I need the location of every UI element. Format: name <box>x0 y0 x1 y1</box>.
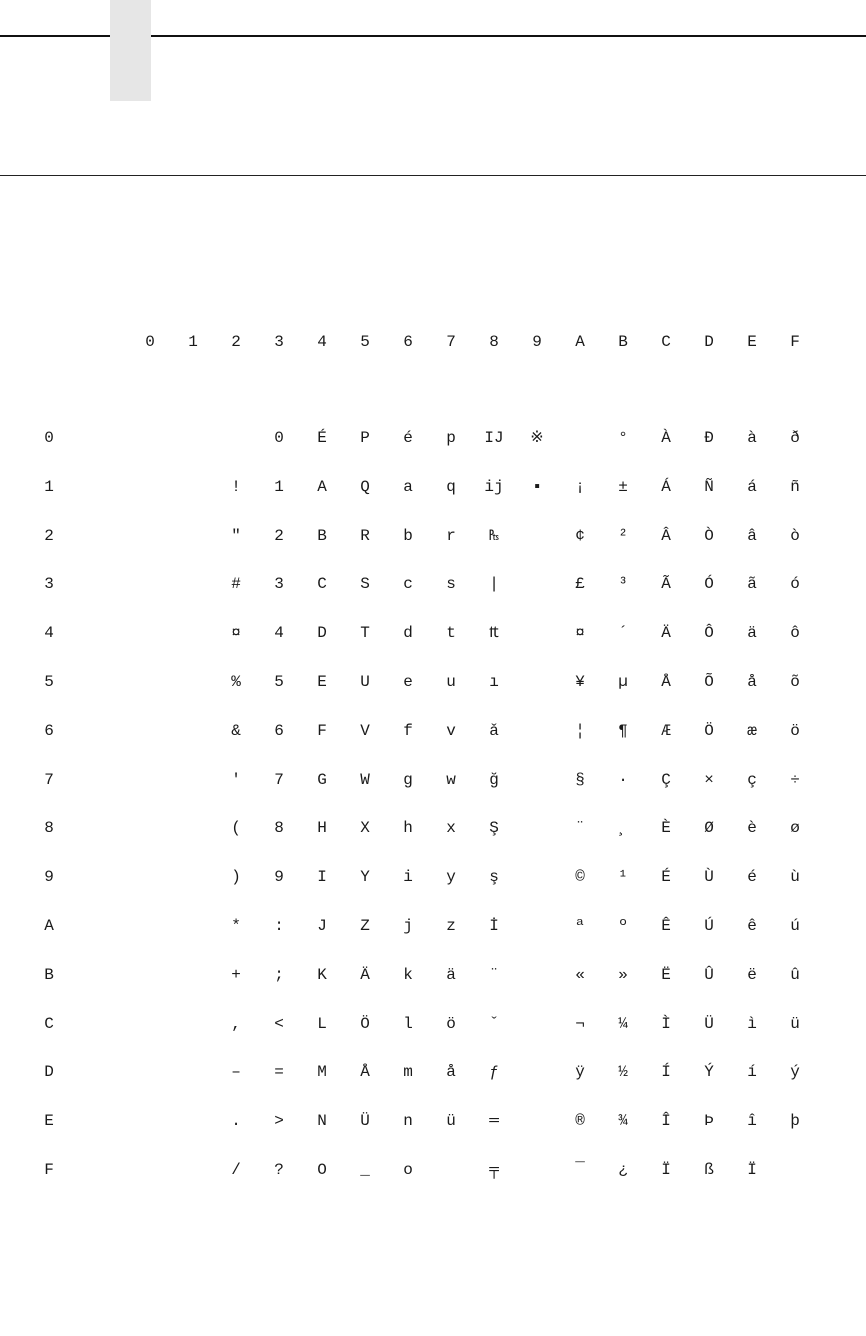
glyph-cell: ¤ <box>231 624 241 643</box>
glyph-cell: ; <box>274 965 284 984</box>
glyph-cell: é <box>403 429 413 447</box>
column-header: 6 <box>403 333 413 351</box>
glyph-cell: " <box>231 526 241 545</box>
glyph-cell: 1 <box>274 477 284 496</box>
glyph-cell: § <box>575 770 585 789</box>
glyph-cell: % <box>231 673 241 691</box>
glyph-cell: B <box>317 526 327 545</box>
glyph-cell: Ê <box>661 917 671 935</box>
glyph-cell: ± <box>618 477 628 496</box>
glyph-cell: ² <box>618 526 628 545</box>
glyph-cell: J <box>317 917 327 935</box>
column-header: E <box>747 333 757 351</box>
row-header: B <box>44 965 54 984</box>
row-header: E <box>44 1112 54 1131</box>
glyph-cell: 3 <box>274 575 284 594</box>
glyph-cell: î <box>747 1112 757 1131</box>
glyph-cell: ¨ <box>575 819 585 838</box>
glyph-cell: ö <box>790 721 800 740</box>
glyph-cell: Ş <box>489 819 499 838</box>
glyph-cell: p <box>446 429 456 447</box>
glyph-cell: ƒ <box>489 1063 499 1082</box>
glyph-cell: ' <box>231 770 241 789</box>
glyph-cell: O <box>317 1161 327 1179</box>
glyph-cell: r <box>446 526 456 545</box>
glyph-cell: Á <box>661 477 671 496</box>
glyph-cell: ¸ <box>618 819 628 838</box>
glyph-cell: ç <box>747 770 757 789</box>
glyph-cell: Þ <box>704 1112 714 1131</box>
column-header: D <box>704 333 714 351</box>
glyph-cell: Y <box>360 868 370 887</box>
glyph-cell: Q <box>360 477 370 496</box>
row-header: 5 <box>44 673 54 691</box>
glyph-cell: £ <box>575 575 585 594</box>
column-header: 1 <box>188 333 198 351</box>
glyph-cell: & <box>231 721 241 740</box>
glyph-cell: è <box>747 819 757 838</box>
glyph-cell: P <box>360 429 370 447</box>
glyph-cell: _ <box>360 1161 370 1179</box>
glyph-cell: v <box>446 721 456 740</box>
glyph-cell: · <box>618 770 628 789</box>
glyph-cell: ¬ <box>575 1014 585 1033</box>
glyph-cell: å <box>747 673 757 691</box>
glyph-cell: Å <box>661 673 671 691</box>
glyph-cell: # <box>231 575 241 594</box>
glyph-cell: 2 <box>274 526 284 545</box>
glyph-cell: c <box>403 575 413 594</box>
glyph-cell: » <box>618 965 628 984</box>
glyph-cell: Ö <box>704 721 714 740</box>
glyph-cell: Z <box>360 917 370 935</box>
glyph-cell: ã <box>747 575 757 594</box>
glyph-cell: g <box>403 770 413 789</box>
glyph-cell: 5 <box>274 673 284 691</box>
glyph-cell: Ø <box>704 819 714 838</box>
glyph-cell: W <box>360 770 370 789</box>
row-header: 8 <box>44 819 54 838</box>
glyph-cell: d <box>403 624 413 643</box>
column-header: 5 <box>360 333 370 351</box>
glyph-cell: > <box>274 1112 284 1131</box>
glyph-cell: õ <box>790 673 800 691</box>
glyph-cell: ¼ <box>618 1014 628 1033</box>
glyph-cell: Å <box>360 1063 370 1082</box>
column-header: 4 <box>317 333 327 351</box>
glyph-cell: a <box>403 477 413 496</box>
row-header: 9 <box>44 868 54 887</box>
glyph-cell: ( <box>231 819 241 838</box>
glyph-cell: ı <box>489 673 499 691</box>
glyph-cell: µ <box>618 673 628 691</box>
glyph-cell: © <box>575 868 585 887</box>
glyph-cell: þ <box>790 1112 800 1131</box>
glyph-cell: ¿ <box>618 1161 628 1179</box>
glyph-cell: ※ <box>530 429 544 447</box>
glyph-cell: / <box>231 1161 241 1179</box>
glyph-cell: S <box>360 575 370 594</box>
glyph-cell: ! <box>231 477 241 496</box>
glyph-cell: ₶ <box>489 624 499 643</box>
glyph-cell: h <box>403 819 413 838</box>
glyph-cell: Ì <box>661 1014 671 1033</box>
row-header: 7 <box>44 770 54 789</box>
glyph-cell: ǎ <box>489 721 499 740</box>
glyph-cell: ÷ <box>790 770 800 789</box>
glyph-cell: w <box>446 770 456 789</box>
glyph-cell: Æ <box>661 721 671 740</box>
glyph-cell: ¾ <box>618 1112 628 1131</box>
glyph-cell: 6 <box>274 721 284 740</box>
glyph-cell: É <box>661 868 671 887</box>
glyph-cell: IJ <box>484 429 504 447</box>
glyph-cell: Ç <box>661 770 671 789</box>
glyph-cell: n <box>403 1112 413 1131</box>
glyph-cell: « <box>575 965 585 984</box>
glyph-cell: ╤ <box>489 1161 499 1179</box>
glyph-cell: E <box>317 673 327 691</box>
column-header: F <box>790 333 800 351</box>
glyph-cell: = <box>274 1063 284 1082</box>
glyph-cell: G <box>317 770 327 789</box>
glyph-cell: k <box>403 965 413 984</box>
glyph-cell: ° <box>618 429 628 447</box>
glyph-cell: Ú <box>704 917 714 935</box>
glyph-cell: ¨ <box>489 965 499 984</box>
glyph-cell: x <box>446 819 456 838</box>
glyph-cell: L <box>317 1014 327 1033</box>
glyph-cell: ü <box>790 1014 800 1033</box>
glyph-cell: ¢ <box>575 526 585 545</box>
glyph-cell: s <box>446 575 456 594</box>
glyph-cell: ) <box>231 868 241 887</box>
glyph-cell: ð <box>790 429 800 447</box>
glyph-cell: ¤ <box>575 624 585 643</box>
glyph-cell: û <box>790 965 800 984</box>
glyph-cell: + <box>231 965 241 984</box>
glyph-cell: ş <box>489 868 499 887</box>
glyph-cell: ? <box>274 1161 284 1179</box>
row-header: F <box>44 1161 54 1179</box>
glyph-cell: ä <box>747 624 757 643</box>
glyph-cell: 7 <box>274 770 284 789</box>
row-header: 1 <box>44 477 54 496</box>
glyph-cell: Ã <box>661 575 671 594</box>
glyph-cell: ½ <box>618 1063 628 1082</box>
glyph-cell: m <box>403 1063 413 1082</box>
glyph-cell: X <box>360 819 370 838</box>
glyph-cell: ù <box>790 868 800 887</box>
glyph-cell: C <box>317 575 327 594</box>
glyph-cell: Ë <box>661 965 671 984</box>
glyph-cell: å <box>446 1063 456 1082</box>
glyph-cell: K <box>317 965 327 984</box>
row-header: C <box>44 1014 54 1033</box>
glyph-cell: Ï <box>661 1161 671 1179</box>
row-header: D <box>44 1063 54 1082</box>
glyph-cell: Ò <box>704 526 714 545</box>
glyph-cell: Ü <box>360 1112 370 1131</box>
column-header: 9 <box>532 333 542 351</box>
glyph-cell: ö <box>446 1014 456 1033</box>
glyph-cell: ¹ <box>618 868 628 887</box>
glyph-cell: Ô <box>704 624 714 643</box>
glyph-cell: Õ <box>704 673 714 691</box>
glyph-cell: A <box>317 477 327 496</box>
glyph-cell: e <box>403 673 413 691</box>
glyph-cell: À <box>661 429 671 447</box>
glyph-cell: z <box>446 917 456 935</box>
glyph-cell: N <box>317 1112 327 1131</box>
chapter-tab <box>110 0 151 101</box>
glyph-cell: ÿ <box>575 1063 585 1082</box>
glyph-cell: ò <box>790 526 800 545</box>
column-header: B <box>618 333 628 351</box>
glyph-cell: Ï <box>747 1161 757 1179</box>
glyph-cell: é <box>747 868 757 887</box>
glyph-cell: . <box>231 1112 241 1131</box>
column-header: 2 <box>231 333 241 351</box>
glyph-cell: ä <box>446 965 456 984</box>
glyph-cell: R <box>360 526 370 545</box>
column-header: 3 <box>274 333 284 351</box>
glyph-cell: ß <box>704 1161 714 1179</box>
glyph-cell: i <box>403 868 413 887</box>
glyph-cell: İ <box>489 917 499 935</box>
glyph-cell: Ä <box>360 965 370 984</box>
glyph-cell: 8 <box>274 819 284 838</box>
glyph-cell: ® <box>575 1112 585 1131</box>
glyph-cell: ´ <box>618 624 628 643</box>
glyph-cell: Ý <box>704 1063 714 1082</box>
glyph-cell: u <box>446 673 456 691</box>
glyph-cell: H <box>317 819 327 838</box>
glyph-cell: F <box>317 721 327 740</box>
row-header: 0 <box>44 429 54 447</box>
glyph-cell: ª <box>575 917 585 935</box>
column-header: C <box>661 333 671 351</box>
glyph-cell: T <box>360 624 370 643</box>
glyph-cell: y <box>446 868 456 887</box>
glyph-cell: Ù <box>704 868 714 887</box>
glyph-cell: ³ <box>618 575 628 594</box>
glyph-cell: ì <box>747 1014 757 1033</box>
glyph-cell: ₧ <box>489 526 499 545</box>
glyph-cell: – <box>231 1063 241 1082</box>
glyph-cell: ▪ <box>532 477 542 496</box>
glyph-cell: ê <box>747 917 757 935</box>
glyph-cell: ¡ <box>575 477 585 496</box>
glyph-cell: ¯ <box>575 1161 585 1179</box>
glyph-cell: ø <box>790 819 800 838</box>
header-rule <box>0 175 866 176</box>
row-header: 6 <box>44 721 54 740</box>
glyph-cell: ˇ <box>489 1014 499 1033</box>
glyph-cell: ó <box>790 575 800 594</box>
glyph-cell: Ñ <box>704 477 714 496</box>
glyph-cell: ¦ <box>575 721 585 740</box>
glyph-cell: , <box>231 1014 241 1033</box>
glyph-cell: 0 <box>274 429 284 447</box>
glyph-cell: U <box>360 673 370 691</box>
glyph-cell: < <box>274 1014 284 1033</box>
row-header: 3 <box>44 575 54 594</box>
glyph-cell: Ä <box>661 624 671 643</box>
glyph-cell: t <box>446 624 456 643</box>
glyph-cell: ë <box>747 965 757 984</box>
glyph-cell: Ð <box>704 429 714 447</box>
glyph-cell: 4 <box>274 624 284 643</box>
glyph-cell: ú <box>790 917 800 935</box>
glyph-cell: M <box>317 1063 327 1082</box>
glyph-cell: Û <box>704 965 714 984</box>
glyph-cell: Í <box>661 1063 671 1082</box>
glyph-cell: í <box>747 1063 757 1082</box>
row-header: A <box>44 917 54 935</box>
row-header: 4 <box>44 624 54 643</box>
glyph-cell: á <box>747 477 757 496</box>
glyph-cell: Â <box>661 526 671 545</box>
glyph-cell: | <box>489 575 499 594</box>
glyph-cell: D <box>317 624 327 643</box>
glyph-cell: ô <box>790 624 800 643</box>
column-header: 8 <box>489 333 499 351</box>
glyph-cell: j <box>403 917 413 935</box>
glyph-cell: ü <box>446 1112 456 1131</box>
glyph-cell: ¶ <box>618 721 628 740</box>
glyph-cell: V <box>360 721 370 740</box>
glyph-cell: f <box>403 721 413 740</box>
glyph-cell: ý <box>790 1063 800 1082</box>
glyph-cell: l <box>403 1014 413 1033</box>
glyph-cell: ğ <box>489 770 499 789</box>
glyph-cell: 9 <box>274 868 284 887</box>
glyph-cell: b <box>403 526 413 545</box>
column-header: A <box>575 333 585 351</box>
column-header: 7 <box>446 333 456 351</box>
glyph-cell: * <box>231 917 241 935</box>
glyph-cell: È <box>661 819 671 838</box>
glyph-cell: Ö <box>360 1014 370 1033</box>
glyph-cell: Î <box>661 1112 671 1131</box>
glyph-cell: à <box>747 429 757 447</box>
glyph-cell: q <box>446 477 456 496</box>
glyph-cell: : <box>274 917 284 935</box>
glyph-cell: ij <box>484 477 504 496</box>
glyph-cell: × <box>704 770 714 789</box>
column-header: 0 <box>145 333 155 351</box>
glyph-cell: ═ <box>489 1112 499 1131</box>
row-header: 2 <box>44 526 54 545</box>
glyph-cell: o <box>403 1161 413 1179</box>
glyph-cell: ¥ <box>575 673 585 691</box>
glyph-cell: º <box>618 917 628 935</box>
glyph-cell: I <box>317 868 327 887</box>
glyph-cell: É <box>317 429 327 447</box>
glyph-cell: â <box>747 526 757 545</box>
glyph-cell: Ó <box>704 575 714 594</box>
glyph-cell: Ü <box>704 1014 714 1033</box>
glyph-cell: æ <box>747 721 757 740</box>
glyph-cell: ñ <box>790 477 800 496</box>
